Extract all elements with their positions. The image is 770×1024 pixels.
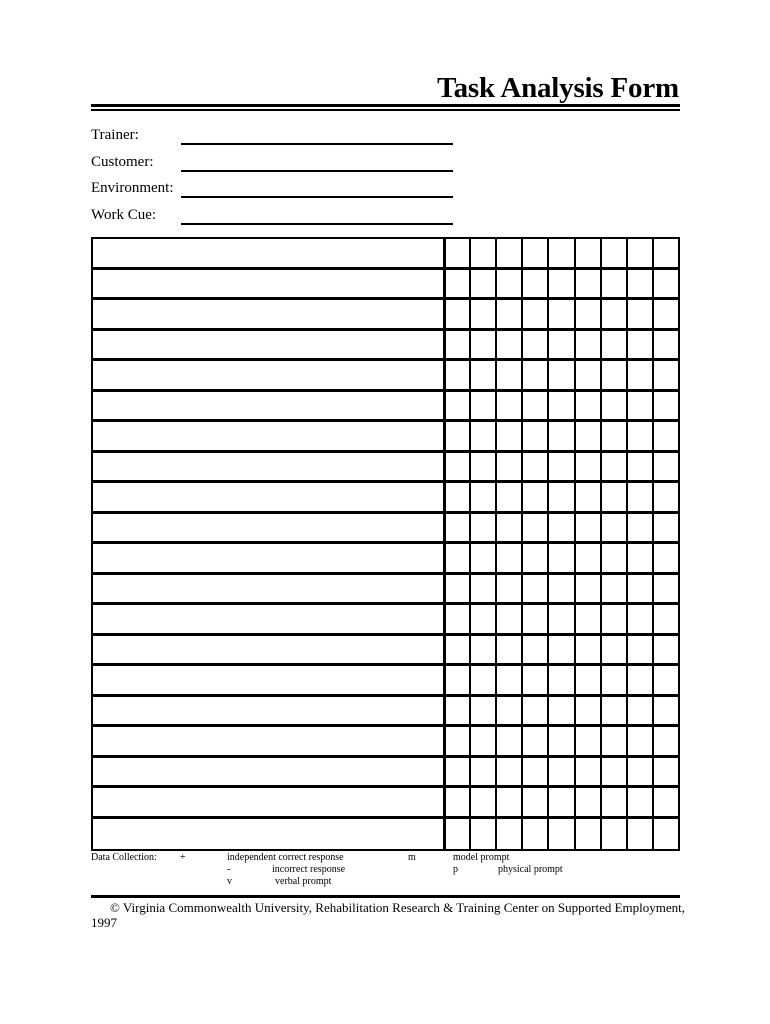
step-row bbox=[93, 331, 678, 362]
trial-cell[interactable] bbox=[574, 575, 600, 606]
trial-cell[interactable] bbox=[574, 788, 600, 819]
trial-cell[interactable] bbox=[600, 300, 626, 331]
trainer-field bbox=[91, 125, 461, 145]
step-row bbox=[93, 758, 678, 789]
trial-cell[interactable] bbox=[626, 544, 652, 575]
trial-cell[interactable] bbox=[469, 819, 495, 850]
trial-cell[interactable] bbox=[547, 758, 573, 789]
trial-cell[interactable] bbox=[521, 605, 547, 636]
trial-cell[interactable] bbox=[521, 422, 547, 453]
environment-field bbox=[91, 178, 461, 198]
step-cell[interactable] bbox=[93, 300, 443, 331]
trial-cell[interactable] bbox=[443, 544, 469, 575]
trial-cell[interactable] bbox=[521, 544, 547, 575]
trial-cell[interactable] bbox=[547, 544, 573, 575]
trial-cell[interactable] bbox=[547, 453, 573, 484]
trial-cell[interactable] bbox=[495, 727, 521, 758]
legend-code-m: m bbox=[408, 852, 416, 863]
trial-cell[interactable] bbox=[652, 636, 678, 667]
trial-cell[interactable] bbox=[521, 270, 547, 301]
trial-cell[interactable] bbox=[574, 392, 600, 423]
trial-cell[interactable] bbox=[547, 636, 573, 667]
step-cell[interactable] bbox=[93, 575, 443, 606]
trial-cell[interactable] bbox=[626, 514, 652, 545]
trial-cell[interactable] bbox=[547, 422, 573, 453]
trial-cell[interactable] bbox=[521, 331, 547, 362]
step-cell[interactable] bbox=[93, 270, 443, 301]
trial-cell[interactable] bbox=[443, 422, 469, 453]
trial-cell[interactable] bbox=[495, 544, 521, 575]
step-cell[interactable] bbox=[93, 636, 443, 667]
task-analysis-grid bbox=[91, 237, 680, 851]
customer-field bbox=[91, 152, 461, 172]
trial-cell[interactable] bbox=[521, 788, 547, 819]
trial-column-divider bbox=[521, 239, 523, 849]
trial-cell[interactable] bbox=[547, 727, 573, 758]
trial-cell[interactable] bbox=[626, 575, 652, 606]
trial-cell[interactable] bbox=[574, 605, 600, 636]
trial-cell[interactable] bbox=[443, 392, 469, 423]
trial-cell[interactable] bbox=[626, 239, 652, 270]
trial-cell[interactable] bbox=[600, 819, 626, 850]
step-row bbox=[93, 300, 678, 331]
trial-cell[interactable] bbox=[443, 300, 469, 331]
legend-code-v: v bbox=[227, 876, 232, 887]
step-row bbox=[93, 727, 678, 758]
footer-rule bbox=[91, 895, 680, 898]
trial-cell[interactable] bbox=[443, 514, 469, 545]
trial-cell[interactable] bbox=[574, 300, 600, 331]
trial-cell[interactable] bbox=[443, 483, 469, 514]
trial-cell[interactable] bbox=[495, 392, 521, 423]
trial-cell[interactable] bbox=[547, 270, 573, 301]
trial-column-divider bbox=[469, 239, 471, 849]
step-row bbox=[93, 239, 678, 270]
trial-column-divider bbox=[626, 239, 628, 849]
trial-cell[interactable] bbox=[574, 514, 600, 545]
trial-cell[interactable] bbox=[626, 483, 652, 514]
trial-cell[interactable] bbox=[495, 422, 521, 453]
trial-cell[interactable] bbox=[495, 788, 521, 819]
step-row bbox=[93, 392, 678, 423]
trial-cell[interactable] bbox=[652, 331, 678, 362]
step-row bbox=[93, 361, 678, 392]
step-cell[interactable] bbox=[93, 819, 443, 850]
trial-cell[interactable] bbox=[469, 361, 495, 392]
step-cell[interactable] bbox=[93, 544, 443, 575]
step-row bbox=[93, 605, 678, 636]
trial-cell[interactable] bbox=[652, 697, 678, 728]
legend-code-plus: + bbox=[180, 852, 186, 863]
trial-cell[interactable] bbox=[600, 636, 626, 667]
trial-cell[interactable] bbox=[469, 331, 495, 362]
step-row bbox=[93, 575, 678, 606]
trial-cell[interactable] bbox=[495, 605, 521, 636]
trial-cell[interactable] bbox=[600, 270, 626, 301]
trial-cell[interactable] bbox=[652, 758, 678, 789]
trial-cell[interactable] bbox=[600, 788, 626, 819]
trial-cell[interactable] bbox=[600, 575, 626, 606]
step-row bbox=[93, 483, 678, 514]
trial-cell[interactable] bbox=[443, 697, 469, 728]
trial-cell[interactable] bbox=[600, 666, 626, 697]
trial-cell[interactable] bbox=[469, 300, 495, 331]
step-cell[interactable] bbox=[93, 758, 443, 789]
trial-cell[interactable] bbox=[626, 727, 652, 758]
trial-cell[interactable] bbox=[652, 270, 678, 301]
trial-cell[interactable] bbox=[547, 514, 573, 545]
trial-cell[interactable] bbox=[469, 727, 495, 758]
trial-cell[interactable] bbox=[574, 758, 600, 789]
trial-cell[interactable] bbox=[521, 758, 547, 789]
trial-cell[interactable] bbox=[547, 605, 573, 636]
legend-meaning-m: model prompt bbox=[453, 852, 510, 863]
step-cell[interactable] bbox=[93, 514, 443, 545]
trial-cell[interactable] bbox=[652, 727, 678, 758]
trial-cell[interactable] bbox=[469, 605, 495, 636]
trial-cell[interactable] bbox=[547, 788, 573, 819]
step-row bbox=[93, 819, 678, 850]
trial-cell[interactable] bbox=[521, 666, 547, 697]
trial-cell[interactable] bbox=[626, 636, 652, 667]
trial-cell[interactable] bbox=[652, 239, 678, 270]
trial-cell[interactable] bbox=[469, 453, 495, 484]
work-cue-label: Work Cue: bbox=[91, 207, 157, 223]
trial-cell[interactable] bbox=[443, 331, 469, 362]
trial-cell[interactable] bbox=[626, 697, 652, 728]
trial-cell[interactable] bbox=[443, 666, 469, 697]
trial-cell[interactable] bbox=[547, 819, 573, 850]
trial-cell[interactable] bbox=[626, 361, 652, 392]
trial-cell[interactable] bbox=[521, 483, 547, 514]
legend-label: Data Collection: bbox=[91, 852, 157, 863]
trial-cell[interactable] bbox=[443, 819, 469, 850]
trial-cell[interactable] bbox=[443, 605, 469, 636]
trial-cell[interactable] bbox=[469, 270, 495, 301]
trial-cell[interactable] bbox=[574, 544, 600, 575]
trial-cell[interactable] bbox=[495, 453, 521, 484]
trial-cell[interactable] bbox=[626, 331, 652, 362]
trial-column-divider bbox=[652, 239, 654, 849]
trial-cell[interactable] bbox=[547, 666, 573, 697]
step-cell[interactable] bbox=[93, 453, 443, 484]
trial-cell[interactable] bbox=[521, 697, 547, 728]
step-cell[interactable] bbox=[93, 239, 443, 270]
trial-cell[interactable] bbox=[547, 575, 573, 606]
trial-cell[interactable] bbox=[574, 727, 600, 758]
trial-cell[interactable] bbox=[574, 331, 600, 362]
trial-cell[interactable] bbox=[443, 270, 469, 301]
trial-cell[interactable] bbox=[600, 697, 626, 728]
trial-cell[interactable] bbox=[652, 514, 678, 545]
step-row bbox=[93, 636, 678, 667]
trial-cell[interactable] bbox=[469, 544, 495, 575]
trial-cell[interactable] bbox=[600, 422, 626, 453]
trial-cell[interactable] bbox=[626, 788, 652, 819]
step-cell[interactable] bbox=[93, 392, 443, 423]
trial-cell[interactable] bbox=[652, 392, 678, 423]
step-row bbox=[93, 422, 678, 453]
trial-cell[interactable] bbox=[547, 300, 573, 331]
trial-cell[interactable] bbox=[574, 453, 600, 484]
trial-cell[interactable] bbox=[495, 300, 521, 331]
step-row bbox=[93, 514, 678, 545]
trial-cell[interactable] bbox=[574, 483, 600, 514]
trial-cell[interactable] bbox=[521, 392, 547, 423]
trial-cell[interactable] bbox=[469, 483, 495, 514]
trial-cell[interactable] bbox=[652, 575, 678, 606]
trial-cell[interactable] bbox=[574, 270, 600, 301]
trial-cell[interactable] bbox=[521, 514, 547, 545]
trial-cell[interactable] bbox=[574, 422, 600, 453]
step-row bbox=[93, 666, 678, 697]
trial-cell[interactable] bbox=[600, 239, 626, 270]
trial-cell[interactable] bbox=[547, 331, 573, 362]
customer-input-line[interactable] bbox=[181, 170, 453, 172]
trial-column-divider bbox=[495, 239, 497, 849]
trial-cell[interactable] bbox=[521, 300, 547, 331]
trial-cell[interactable] bbox=[521, 361, 547, 392]
copyright-notice: © Virginia Commonwealth University, Rehabilitation Research & Training Center on Supported Employment, 1997 bbox=[91, 900, 686, 930]
customer-label: Customer: bbox=[91, 154, 154, 170]
trial-cell[interactable] bbox=[600, 727, 626, 758]
trial-cell[interactable] bbox=[469, 392, 495, 423]
trial-cell[interactable] bbox=[521, 727, 547, 758]
trial-cell[interactable] bbox=[521, 239, 547, 270]
trial-cell[interactable] bbox=[495, 514, 521, 545]
trial-cell[interactable] bbox=[600, 514, 626, 545]
trial-cell[interactable] bbox=[652, 544, 678, 575]
trial-cell[interactable] bbox=[652, 361, 678, 392]
step-cell[interactable] bbox=[93, 605, 443, 636]
step-row bbox=[93, 270, 678, 301]
trial-cell[interactable] bbox=[652, 605, 678, 636]
legend-meaning-p: physical prompt bbox=[498, 864, 563, 875]
trial-cell[interactable] bbox=[652, 788, 678, 819]
trial-cell[interactable] bbox=[443, 788, 469, 819]
trial-cell[interactable] bbox=[574, 819, 600, 850]
trial-cell[interactable] bbox=[495, 636, 521, 667]
trial-cell[interactable] bbox=[443, 575, 469, 606]
trainer-label: Trainer: bbox=[91, 127, 139, 143]
trial-cell[interactable] bbox=[495, 239, 521, 270]
trial-cell[interactable] bbox=[600, 758, 626, 789]
trial-cell[interactable] bbox=[469, 575, 495, 606]
environment-input-line[interactable] bbox=[181, 196, 453, 198]
trainer-input-line[interactable] bbox=[181, 143, 453, 145]
trial-cell[interactable] bbox=[443, 453, 469, 484]
step-cell[interactable] bbox=[93, 331, 443, 362]
trial-cell[interactable] bbox=[469, 666, 495, 697]
trial-cell[interactable] bbox=[574, 636, 600, 667]
trial-cell[interactable] bbox=[574, 697, 600, 728]
trial-cell[interactable] bbox=[521, 636, 547, 667]
trial-cell[interactable] bbox=[443, 727, 469, 758]
trial-cell[interactable] bbox=[600, 544, 626, 575]
trial-cell[interactable] bbox=[652, 666, 678, 697]
trial-cell[interactable] bbox=[652, 422, 678, 453]
trial-cell[interactable] bbox=[495, 483, 521, 514]
trial-cell[interactable] bbox=[626, 605, 652, 636]
step-trial-divider bbox=[443, 239, 446, 849]
trial-cell[interactable] bbox=[600, 605, 626, 636]
trial-column-divider bbox=[600, 239, 602, 849]
trial-cell[interactable] bbox=[469, 636, 495, 667]
step-cell[interactable] bbox=[93, 697, 443, 728]
form-title: Task Analysis Form bbox=[437, 72, 679, 104]
trial-cell[interactable] bbox=[652, 300, 678, 331]
trial-cell[interactable] bbox=[600, 453, 626, 484]
work-cue-input-line[interactable] bbox=[181, 223, 453, 225]
trial-cell[interactable] bbox=[652, 483, 678, 514]
work-cue-field bbox=[91, 205, 461, 225]
trial-cell[interactable] bbox=[469, 422, 495, 453]
trial-cell[interactable] bbox=[574, 666, 600, 697]
trial-cell[interactable] bbox=[626, 392, 652, 423]
trial-cell[interactable] bbox=[600, 392, 626, 423]
trial-cell[interactable] bbox=[495, 361, 521, 392]
trial-cell[interactable] bbox=[626, 758, 652, 789]
trial-cell[interactable] bbox=[469, 758, 495, 789]
trial-cell[interactable] bbox=[469, 514, 495, 545]
trial-cell[interactable] bbox=[574, 239, 600, 270]
step-cell[interactable] bbox=[93, 666, 443, 697]
trial-cell[interactable] bbox=[469, 239, 495, 270]
trial-cell[interactable] bbox=[469, 788, 495, 819]
trial-cell[interactable] bbox=[495, 331, 521, 362]
legend-code-p: p bbox=[453, 864, 458, 875]
step-cell[interactable] bbox=[93, 361, 443, 392]
trial-cell[interactable] bbox=[626, 819, 652, 850]
trial-cell[interactable] bbox=[443, 636, 469, 667]
step-row bbox=[93, 544, 678, 575]
trial-cell[interactable] bbox=[495, 575, 521, 606]
trial-cell[interactable] bbox=[547, 239, 573, 270]
legend-code-minus: - bbox=[227, 864, 231, 875]
trial-cell[interactable] bbox=[547, 392, 573, 423]
trial-column-divider bbox=[547, 239, 549, 849]
trial-cell[interactable] bbox=[495, 758, 521, 789]
trial-cell[interactable] bbox=[495, 697, 521, 728]
trial-cell[interactable] bbox=[626, 270, 652, 301]
trial-cell[interactable] bbox=[547, 483, 573, 514]
trial-cell[interactable] bbox=[495, 819, 521, 850]
trial-cell[interactable] bbox=[600, 331, 626, 362]
legend-meaning-minus: incorrect response bbox=[272, 864, 346, 875]
trial-cell[interactable] bbox=[626, 300, 652, 331]
environment-label: Environment: bbox=[91, 180, 174, 196]
legend-meaning-plus: independent correct response bbox=[227, 852, 344, 863]
trial-cell[interactable] bbox=[574, 361, 600, 392]
trial-cell[interactable] bbox=[600, 483, 626, 514]
title-rule-thin bbox=[91, 109, 680, 111]
trial-cell[interactable] bbox=[443, 361, 469, 392]
step-cell[interactable] bbox=[93, 788, 443, 819]
legend-meaning-v: verbal prompt bbox=[275, 876, 332, 887]
trial-cell[interactable] bbox=[469, 697, 495, 728]
trial-cell[interactable] bbox=[547, 697, 573, 728]
trial-cell[interactable] bbox=[626, 422, 652, 453]
step-row bbox=[93, 788, 678, 819]
step-cell[interactable] bbox=[93, 483, 443, 514]
trial-cell[interactable] bbox=[443, 239, 469, 270]
trial-cell[interactable] bbox=[521, 453, 547, 484]
trial-cell[interactable] bbox=[600, 361, 626, 392]
trial-cell[interactable] bbox=[652, 819, 678, 850]
step-cell[interactable] bbox=[93, 727, 443, 758]
trial-cell[interactable] bbox=[547, 361, 573, 392]
step-row bbox=[93, 697, 678, 728]
step-cell[interactable] bbox=[93, 422, 443, 453]
trial-cell[interactable] bbox=[626, 453, 652, 484]
trial-cell[interactable] bbox=[521, 575, 547, 606]
title-rule-thick bbox=[91, 104, 680, 107]
trial-cell[interactable] bbox=[626, 666, 652, 697]
trial-cell[interactable] bbox=[521, 819, 547, 850]
trial-cell[interactable] bbox=[495, 270, 521, 301]
trial-column-divider bbox=[574, 239, 576, 849]
trial-cell[interactable] bbox=[495, 666, 521, 697]
trial-cell[interactable] bbox=[443, 758, 469, 789]
trial-cell[interactable] bbox=[652, 453, 678, 484]
step-row bbox=[93, 453, 678, 484]
